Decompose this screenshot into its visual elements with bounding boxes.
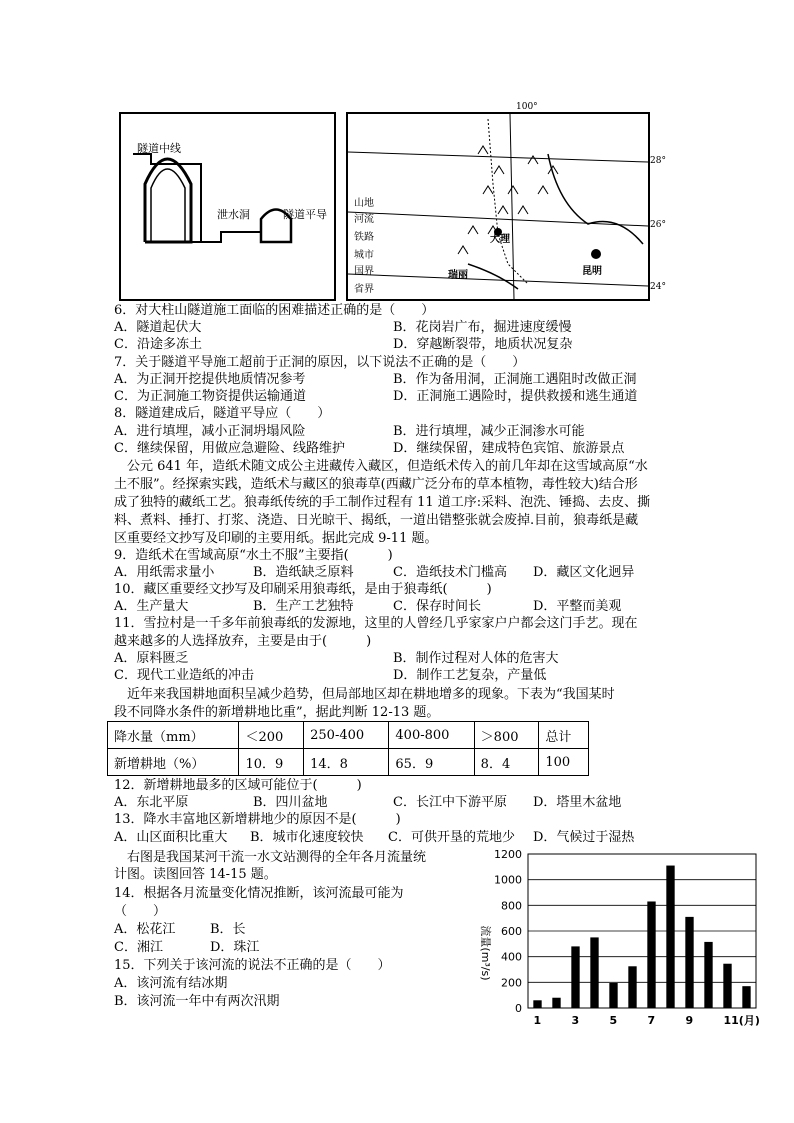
city-ruili: 瑞丽 [448, 270, 468, 281]
table-header-row [108, 722, 589, 749]
q10-option-d[interactable]: D．平整而美观 [533, 599, 622, 614]
q12-option-b[interactable]: B．四川盆地 [253, 795, 328, 810]
x-tick-label: 7 [647, 1014, 656, 1027]
legend-province: 省界 [354, 284, 374, 295]
y-tick-label: 600 [501, 925, 522, 938]
y-tick-label: 1000 [494, 873, 522, 887]
q11-option-b[interactable]: B．制作过程对人体的危害大 [393, 651, 559, 666]
bar-month-8 [666, 866, 674, 1008]
y-tick-label: 1200 [494, 848, 522, 861]
passage2-line1: 近年来我国耕地面积呈减少趋势，但局部地区却在耕地增多的现象。下表为“我国某时 [114, 687, 615, 702]
q14-option-a[interactable]: A．松花江 [114, 922, 176, 937]
q10-stem: 10．藏区重要经文抄写及印刷采用狼毒纸，是由于狼毒纸( ) [114, 582, 492, 597]
q13-option-c[interactable]: C．可供开垦的荒地少 [388, 830, 515, 845]
q7-option-a[interactable]: A．为正洞开挖提供地质情况参考 [114, 372, 306, 387]
legend-border: 国界 [354, 266, 374, 277]
chart-labels [494, 848, 760, 1027]
passage3-line1: 右图是我国某河干流一水文站测得的全年各月流量统 [114, 850, 427, 865]
table-cell: 14．8 [304, 749, 389, 776]
table-cell: 100 [539, 749, 589, 776]
q7-stem: 7．关于隧道平导施工超前于正洞的原因，以下说法不正确的是（ ） [114, 355, 526, 370]
q14-option-b[interactable]: B．长 [210, 922, 246, 937]
passage1-line2: 土不服”。经探索实践，造纸术与藏区的狼毒草(西藏广泛分布的草本植物，毒性较大)结合形 [114, 477, 638, 492]
q10-option-c[interactable]: C．保存时间长 [393, 599, 481, 614]
q6-option-c[interactable]: C．沿途多冻土 [114, 337, 202, 352]
q14-option-d[interactable]: D．珠江 [210, 940, 260, 955]
x-tick-label: 9 [685, 1014, 694, 1027]
table-row [108, 749, 589, 776]
map-figure [346, 102, 666, 301]
q13-option-d[interactable]: D．气候过于湿热 [533, 830, 635, 845]
q10-option-a[interactable]: A．生产量大 [114, 599, 189, 614]
q10-option-b[interactable]: B．生产工艺独特 [253, 599, 354, 614]
city-kunming: 昆明 [582, 266, 602, 277]
chart-bars [533, 866, 750, 1008]
table-cell: 新增耕地（%） [108, 749, 239, 776]
x-tick-label: 11(月) [723, 1014, 760, 1027]
q7-option-c[interactable]: C．为正洞施工物资提供运输通道 [114, 389, 306, 404]
drain-label: 泄水洞 [217, 208, 250, 221]
x-tick-label: 1 [533, 1014, 542, 1027]
table-cell: ＜200 [239, 722, 304, 749]
passage1-line5: 区重要经文抄写及印刷的主要用纸。据此完成 9-11 题。 [114, 531, 438, 546]
q12-stem: 12．新增耕地最多的区域可能位于( ) [114, 778, 362, 793]
q8-stem: 8．隧道建成后，隧道平导应（ ） [114, 406, 331, 421]
flow-chart [468, 848, 768, 1038]
q6-option-a[interactable]: A．隧道起伏大 [114, 320, 202, 335]
q12-option-d[interactable]: D．塔里木盆地 [533, 795, 622, 810]
q11-option-a[interactable]: A．原料匮乏 [114, 651, 189, 666]
bar-month-7 [647, 901, 655, 1008]
q11-option-d[interactable]: D．制作工艺复杂，产量低 [393, 668, 547, 683]
q12-option-a[interactable]: A．东北平原 [114, 795, 189, 810]
passage2-line2: 段不同降水条件的新增耕地比重”，据此判断 12-13 题。 [114, 705, 440, 720]
q7-option-b[interactable]: B．作为备用洞，正洞施工遇阻时改做正洞 [393, 372, 637, 387]
legend-mountain: 山地 [354, 198, 374, 209]
q14-option-c[interactable]: C．湘江 [114, 940, 163, 955]
map-svg [348, 114, 648, 299]
bar-month-4 [590, 937, 598, 1008]
q15-stem: 15．下列关于该河流的说法不正确的是（ ） [114, 958, 391, 973]
q6-option-d[interactable]: D．穿越断裂带，地质状况复杂 [393, 337, 573, 352]
lon-100-label: 100° [516, 102, 538, 112]
table-cell: 降水量（mm） [108, 722, 239, 749]
q11-stem-line1: 11．雪拉村是一千多年前狼毒纸的发源地，这里的人曾经几乎家家户户都会这门手艺。现在 [114, 616, 638, 631]
bar-month-2 [552, 998, 560, 1008]
bar-month-12 [742, 986, 750, 1008]
q8-option-a[interactable]: A．进行填埋，减小正洞坍塌风险 [114, 424, 306, 439]
q13-option-b[interactable]: B．城市化速度较快 [250, 830, 364, 845]
q8-option-b[interactable]: B．进行填埋，减少正洞渗水可能 [393, 424, 585, 439]
legend-city: 城市 [354, 250, 374, 261]
chart-grid [528, 854, 756, 1008]
q9-option-a[interactable]: A．用纸需求量小 [114, 565, 215, 580]
q6-option-b[interactable]: B．花岗岩广布，掘进速度缓慢 [393, 320, 572, 335]
lat-26-label: 26° [650, 220, 666, 230]
passage3-line2: 计图。读图回答 14-15 题。 [114, 867, 277, 882]
bar-month-11 [723, 964, 731, 1008]
q13-stem: 13．降水丰富地区新增耕地少的原因不是( ) [114, 812, 401, 827]
legend-railway: 铁路 [354, 232, 374, 243]
table-cell: 10．9 [239, 749, 304, 776]
q6-stem: 6．对大柱山隧道施工面临的困难描述正确的是（ ） [114, 303, 435, 318]
bar-month-9 [685, 917, 693, 1008]
q12-option-c[interactable]: C．长江中下游平原 [393, 795, 507, 810]
q8-option-d[interactable]: D．继续保留，建成特色宾馆、旅游景点 [393, 441, 625, 456]
table-cell: 400-800 [389, 722, 474, 749]
q11-stem-line2: 越来越多的人选择放弃，主要是由于( ) [114, 634, 372, 649]
table-cell: ＞800 [474, 722, 539, 749]
q9-option-d[interactable]: D．藏区文化迥异 [533, 565, 635, 580]
q9-stem: 9．造纸术在雪域高原“水土不服”主要指( ) [114, 548, 393, 563]
legend-river: 河流 [354, 214, 374, 225]
y-tick-label: 200 [501, 976, 522, 990]
tunnel-figure [119, 112, 336, 301]
lat-24-label: 24° [650, 282, 666, 292]
tunnel-center-label: 隧道中线 [137, 142, 181, 155]
q9-option-c[interactable]: C．造纸技术门槛高 [393, 565, 507, 580]
table-cell: 65．9 [389, 749, 474, 776]
q15-option-a[interactable]: A．该河流有结冰期 [114, 976, 228, 991]
q7-option-d[interactable]: D．正洞施工遇险时，提供救援和逃生通道 [393, 389, 638, 404]
x-tick-label: 3 [571, 1014, 580, 1027]
q8-option-c[interactable]: C．继续保留，用做应急避险、线路维护 [114, 441, 345, 456]
bar-month-1 [533, 1000, 541, 1008]
q14-stem-line1: 14．根据各月流量变化情况推断，该河流最可能为 [114, 886, 404, 901]
passage1-line4: 料、煮料、捶打、打浆、浇造、日光晾干、揭纸，一道出错整张就会废掉.目前，狼毒纸是藏 [114, 513, 639, 528]
pilot-label: 隧道平导 [283, 208, 327, 221]
lat-28-label: 28° [650, 156, 666, 166]
y-tick-label: 400 [501, 950, 522, 964]
q11-option-c[interactable]: C．现代工业造纸的冲击 [114, 668, 254, 683]
q14-stem-line2: （ ） [114, 904, 167, 919]
q13-option-a[interactable]: A．山区面积比重大 [114, 830, 228, 845]
y-tick-label: 800 [501, 899, 522, 913]
passage1-line3: 成了独特的藏纸工艺。狼毒纸传统的手工制作过程有 11 道工序:采料、泡洗、锤捣、去皮、撕 [114, 495, 651, 510]
rainfall-table [107, 721, 589, 776]
y-tick-label: 0 [515, 1002, 522, 1015]
x-tick-label: 5 [609, 1014, 618, 1027]
passage1-line1: 公元 641 年，造纸术随文成公主进藏传入藏区，但造纸术传入的前几年却在这雪域高原“水 [114, 459, 648, 474]
city-dali: 大理 [490, 234, 510, 245]
bar-month-3 [571, 946, 579, 1008]
q15-option-b[interactable]: B．该河流一年中有两次汛期 [114, 994, 280, 1009]
table-cell: 250-400 [304, 722, 389, 749]
bar-month-5 [609, 983, 617, 1008]
bar-month-6 [628, 966, 636, 1008]
tunnel-diagram [121, 114, 334, 299]
bar-month-10 [704, 942, 712, 1008]
table-cell: 总计 [539, 722, 589, 749]
chart-ylabel: 流量(m³/s) [479, 925, 492, 981]
table-cell: 8．4 [474, 749, 539, 776]
q9-option-b[interactable]: B．造纸缺乏原料 [253, 565, 354, 580]
